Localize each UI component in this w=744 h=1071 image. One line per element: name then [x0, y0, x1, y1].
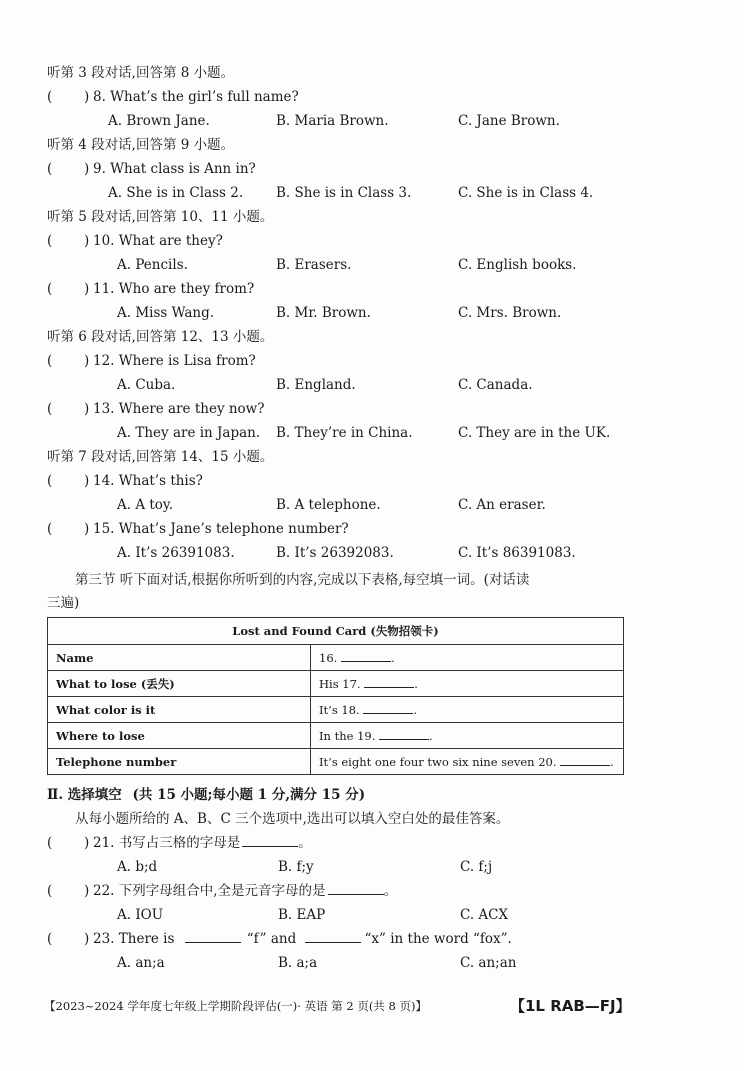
option-b: B. Maria Brown. [276, 113, 389, 129]
answer-paren-open: ( [47, 473, 53, 489]
option-b: B. She is in Class 3. [276, 185, 412, 201]
question-stem: 14. What’s this? [93, 473, 203, 489]
question-stem: 12. Where is Lisa from? [93, 353, 256, 369]
part-2-score-note: (共 15 小题;每小题 1 分,满分 15 分) [132, 787, 366, 803]
option-a: A. Brown Jane. [108, 113, 210, 129]
lost-and-found-card [47, 617, 624, 775]
card-label: What color is it [48, 697, 311, 723]
card-value-text: His 17. [319, 676, 365, 691]
question-stem [93, 882, 397, 900]
option-a: A. an;a [117, 955, 165, 971]
card-title: Lost and Found Card (失物招领卡) [48, 618, 624, 645]
card-value: In the 19. . [311, 723, 624, 749]
option-b: B. Erasers. [276, 257, 352, 273]
option-b: B. They’re in China. [276, 425, 413, 441]
option-c: C. an;an [460, 955, 517, 971]
question-stem [93, 930, 512, 948]
option-b: B. A telephone. [276, 497, 381, 513]
card-value-text: 16. [319, 650, 341, 665]
question-text: 23. There is [93, 931, 175, 947]
answer-paren-close: ) [84, 233, 90, 249]
option-c: C. It’s 86391083. [458, 545, 576, 561]
answer-blank-16[interactable] [341, 661, 391, 662]
card-label: Telephone number [48, 749, 311, 775]
card-value: It’s eight one four two six nine seven 20. . [311, 749, 624, 775]
answer-paren-open: ( [47, 281, 53, 297]
option-a: A. Cuba. [117, 377, 176, 393]
option-a: A. It’s 26391083. [117, 545, 235, 561]
card-label: Where to lose [48, 723, 311, 749]
answer-paren-open: ( [47, 89, 53, 105]
option-c: C. An eraser. [458, 497, 546, 513]
answer-paren-close: ) [84, 161, 90, 177]
card-title-row [48, 618, 624, 645]
card-row [48, 697, 624, 723]
answer-paren-open: ( [47, 161, 53, 177]
option-c: C. f;j [460, 859, 493, 875]
question-stem: 15. What’s Jane’s telephone number? [93, 521, 349, 537]
question-stem: 10. What are they? [93, 233, 223, 249]
answer-blank-20[interactable] [560, 765, 610, 766]
option-c: C. Jane Brown. [458, 113, 560, 129]
dialogue-3-instruction: 听第 3 段对话,回答第 8 小题。 [47, 65, 235, 81]
answer-paren-open: ( [47, 401, 53, 417]
answer-paren-close: ) [84, 521, 90, 537]
option-c: C. Mrs. Brown. [458, 305, 562, 321]
card-value: His 17. . [311, 671, 624, 697]
option-a: A. IOU [117, 907, 164, 923]
option-b: B. f;y [278, 859, 314, 875]
option-c: C. Canada. [458, 377, 533, 393]
answer-blank-1[interactable] [185, 942, 241, 943]
card-value: 16. . [311, 645, 624, 671]
card-row [48, 671, 624, 697]
option-c: C. English books. [458, 257, 577, 273]
answer-paren-close: ) [84, 89, 90, 105]
answer-paren-close: ) [84, 401, 90, 417]
option-b: B. It’s 26392083. [276, 545, 394, 561]
answer-paren-close: ) [84, 473, 90, 489]
question-stem: 11. Who are they from? [93, 281, 255, 297]
question-tail: 。 [298, 835, 312, 851]
option-b: B. a;a [278, 955, 318, 971]
dialogue-5-instruction: 听第 5 段对话,回答第 10、11 小题。 [47, 209, 274, 225]
question-text: 21. 书写占三格的字母是 [93, 835, 241, 851]
part-2-instruction: 从每小题所给的 A、B、C 三个选项中,选出可以填入空白处的最佳答案。 [75, 811, 510, 827]
answer-blank-17[interactable] [364, 687, 414, 688]
dialogue-4-instruction: 听第 4 段对话,回答第 9 小题。 [47, 137, 235, 153]
option-a: A. Miss Wang. [117, 305, 214, 321]
answer-paren-close: ) [84, 835, 90, 851]
footer-exam-info: 【2023~2024 学年度七年级上学期阶段评估(一)· 英语 第 2 页(共 8 页)】 [44, 999, 427, 1013]
dialogue-6-instruction: 听第 6 段对话,回答第 12、13 小题。 [47, 329, 274, 345]
option-a: A. They are in Japan. [117, 425, 261, 441]
option-a: A. She is in Class 2. [108, 185, 244, 201]
question-stem: 8. What’s the girl’s full name? [93, 89, 299, 105]
dialogue-7-instruction: 听第 7 段对话,回答第 14、15 小题。 [47, 449, 274, 465]
question-text-mid: “f” and [246, 931, 297, 947]
section-3-instruction: 第三节 听下面对话,根据你所听到的内容,完成以下表格,每空填一词。(对话读 [75, 572, 530, 588]
card-value-text: It’s 18. [319, 702, 364, 717]
option-b: B. Mr. Brown. [276, 305, 371, 321]
option-b: B. EAP [278, 907, 326, 923]
part-2-heading [47, 786, 365, 804]
answer-blank-18[interactable] [363, 713, 413, 714]
answer-paren-close: ) [84, 883, 90, 899]
part-2-title: Ⅱ. 选择填空 [47, 787, 122, 803]
card-row [48, 645, 624, 671]
section-3-instruction-cont: 三遍) [47, 595, 80, 611]
question-text: 22. 下列字母组合中,全是元音字母的是 [93, 883, 326, 899]
option-c: C. They are in the UK. [458, 425, 611, 441]
card-row [48, 723, 624, 749]
option-c: C. ACX [460, 907, 509, 923]
option-a: A. b;d [117, 859, 158, 875]
card-value: It’s 18. . [311, 697, 624, 723]
question-stem [93, 834, 312, 852]
question-stem: 9. What class is Ann in? [93, 161, 256, 177]
answer-paren-open: ( [47, 521, 53, 537]
answer-paren-close: ) [84, 281, 90, 297]
option-c: C. She is in Class 4. [458, 185, 594, 201]
answer-blank[interactable] [328, 894, 384, 895]
answer-blank-19[interactable] [379, 739, 429, 740]
answer-paren-open: ( [47, 883, 53, 899]
option-b: B. England. [276, 377, 356, 393]
card-value-text: It’s eight one four two six nine seven 20. [319, 754, 561, 769]
question-text-end: “x” in the word “fox”. [364, 931, 512, 947]
answer-blank-2[interactable] [305, 942, 361, 943]
question-tail: 。 [383, 883, 398, 899]
card-label: Name [48, 645, 311, 671]
answer-paren-open: ( [47, 233, 53, 249]
answer-paren-open: ( [47, 353, 53, 369]
answer-paren-close: ) [84, 353, 90, 369]
card-value-text: In the 19. [319, 728, 380, 743]
answer-paren-close: ) [84, 931, 90, 947]
answer-blank[interactable] [242, 846, 298, 847]
question-stem: 13. Where are they now? [93, 401, 265, 417]
footer-code: 【1L RAB—FJ】 [510, 997, 631, 1015]
answer-paren-open: ( [47, 835, 53, 851]
option-a: A. A toy. [117, 497, 174, 513]
card-label: What to lose (丢失) [48, 671, 311, 697]
option-a: A. Pencils. [117, 257, 188, 273]
answer-paren-open: ( [47, 931, 53, 947]
card-row [48, 749, 624, 775]
